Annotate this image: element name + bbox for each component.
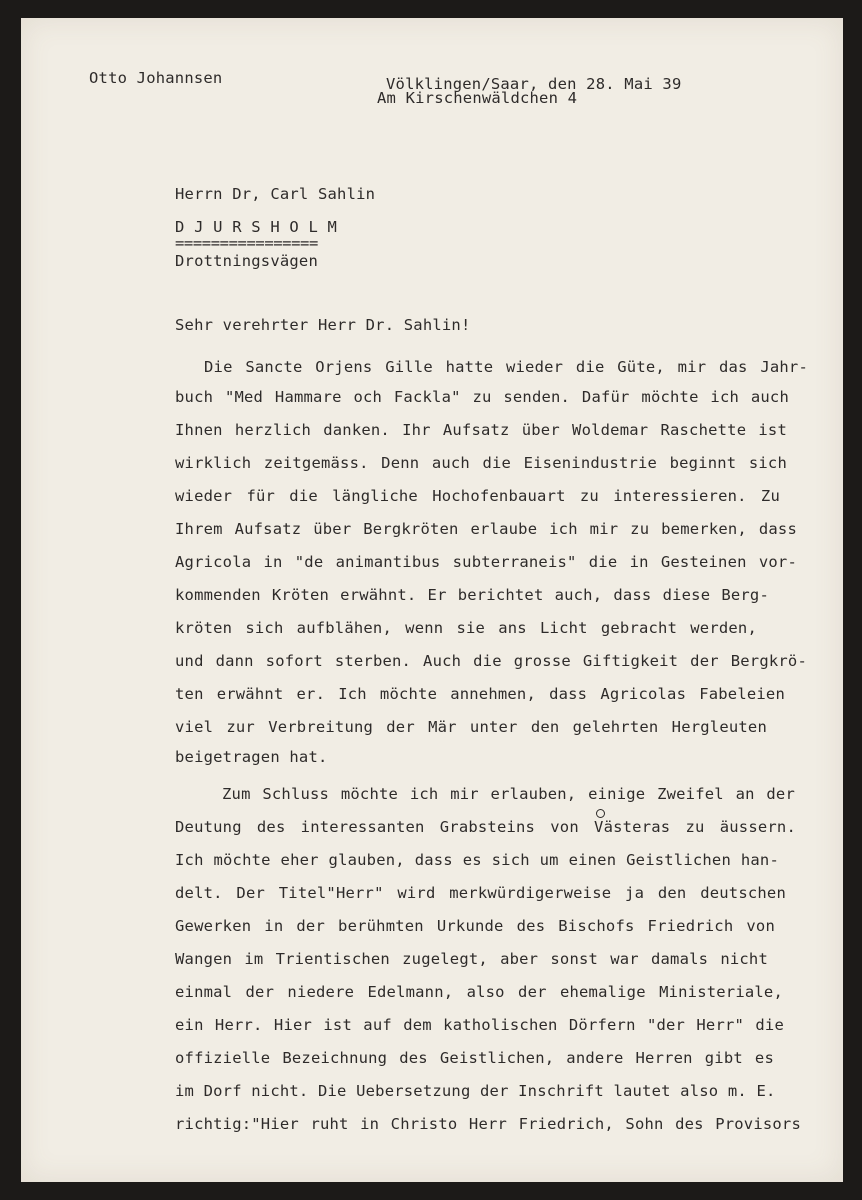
recipient-city: D J U R S H O L M <box>175 218 338 236</box>
body-line: beigetragen hat. <box>175 748 328 766</box>
body-line: im Dorf nicht. Die Uebersetzung der Inschrift lautet also m. E. <box>175 1082 776 1100</box>
body-line: einmal der niedere Edelmann, also der ehemalige Ministeriale, <box>175 983 783 1001</box>
body-line: wirklich zeitgemäss. Denn auch die Eisenindustrie beginnt sich <box>175 454 787 472</box>
sender-name: Otto Johannsen <box>89 69 223 87</box>
body-line: Die Sancte Orjens Gille hatte wieder die Güte, mir das Jahr- <box>204 358 808 376</box>
body-line: offizielle Bezeichnung des Geistlichen, andere Herren gibt es <box>175 1049 774 1067</box>
recipient-name: Herrn Dr, Carl Sahlin <box>175 185 376 203</box>
recipient-city-underline: ================ <box>175 234 318 252</box>
body-line: Agricola in "de animantibus subterraneis" die in Gesteinen vor- <box>175 553 797 571</box>
body-line: Ich möchte eher glauben, dass es sich um einen Geistlichen han- <box>175 851 779 869</box>
body-line: ten erwähnt er. Ich möchte annehmen, dass Agricolas Fabeleien <box>175 685 785 703</box>
recipient-street: Drottningsvägen <box>175 252 318 270</box>
body-line: kröten sich aufblähen, wenn sie ans Licht gebracht werden, <box>175 619 757 637</box>
body-line: Deutung des interessanten Grabsteins von Västeras zu äussern. <box>175 818 796 836</box>
body-line: wieder für die längliche Hochofenbauart zu interessieren. Zu <box>175 487 780 505</box>
body-line: ein Herr. Hier ist auf dem katholischen Dörfern "der Herr" die <box>175 1016 784 1034</box>
body-line: Zum Schluss möchte ich mir erlauben, einige Zweifel an der <box>222 785 795 803</box>
body-line: Ihnen herzlich danken. Ihr Aufsatz über Woldemar Raschette ist <box>175 421 787 439</box>
sender-place-date: Völklingen/Saar, den 28. Mai 39 <box>386 75 682 93</box>
body-line: Wangen im Trientischen zugelegt, aber sonst war damals nicht <box>175 950 768 968</box>
sender-street: Am Kirschenwäldchen 4 <box>377 89 578 107</box>
body-line: Gewerken in der berühmten Urkunde des Bischofs Friedrich von <box>175 917 775 935</box>
body-line: viel zur Verbreitung der Mär unter den gelehrten Hergleuten <box>175 718 767 736</box>
body-line: richtig:"Hier ruht in Christo Herr Friedrich, Sohn des Provisors <box>175 1115 801 1133</box>
ring-diacritic-mark <box>596 809 605 818</box>
body-line: und dann sofort sterben. Auch die grosse Giftigkeit der Bergkrö- <box>175 652 807 670</box>
body-line: kommenden Kröten erwähnt. Er berichtet auch, dass diese Berg- <box>175 586 769 604</box>
body-line: Ihrem Aufsatz über Bergkröten erlaube ich mir zu bemerken, dass <box>175 520 797 538</box>
body-line: buch "Med Hammare och Fackla" zu senden. Dafür möchte ich auch <box>175 388 789 406</box>
salutation: Sehr verehrter Herr Dr. Sahlin! <box>175 316 471 334</box>
body-line: delt. Der Titel"Herr" wird merkwürdigerweise ja den deutschen <box>175 884 786 902</box>
